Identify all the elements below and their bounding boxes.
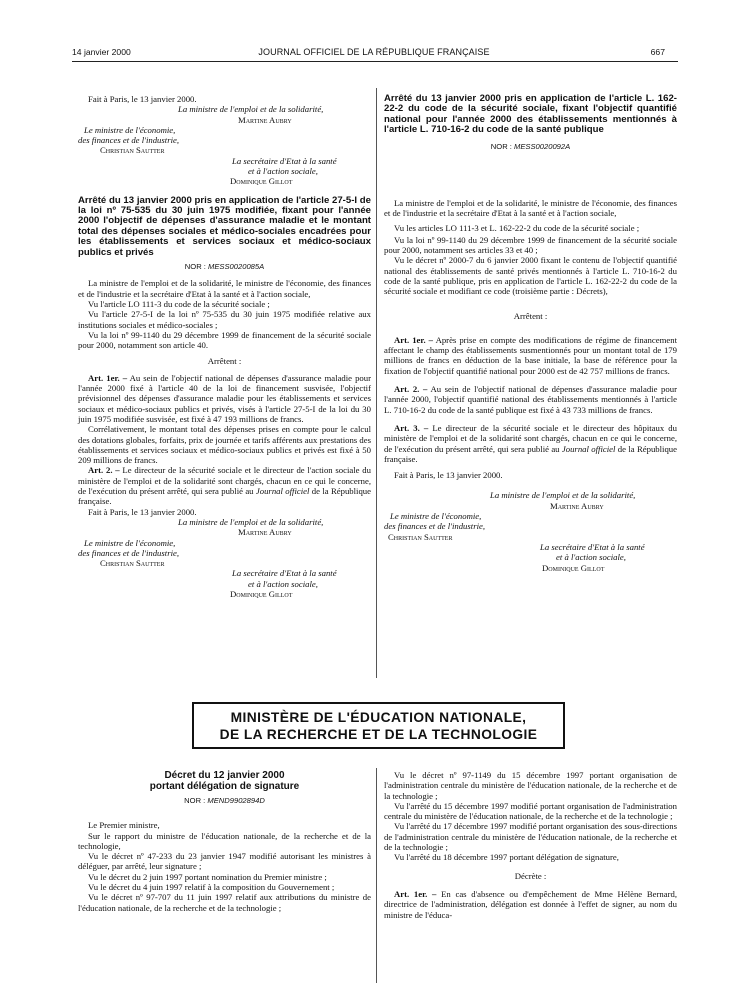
journal-ref: Journal officiel: [561, 443, 616, 454]
decrete-heading: Décrète :: [514, 870, 547, 881]
signatory-name: Dominique Gillot: [542, 562, 605, 573]
paragraph: Vu le décret nº 2000-7 du 6 janvier 2000 fixant le contenu de l'objectif quantifié national des établissements de santé privés mentionnés à l'article L. 710-16-2 du code de la santé publique, pris en application de l'article L. 162-22-2 du code de la sécurité sociale et modifiant ce code (troisième partie : Décrets),: [384, 255, 677, 297]
signatory-role: La ministre de l'emploi et de la solidarité,: [490, 490, 636, 501]
signatory-name: Martine Aubry: [238, 114, 292, 125]
article-label: Art. 2. –: [88, 465, 120, 476]
right-column: [384, 94, 677, 573]
article-text: Après prise en compte des modifications de régime de financement affectant le champ des établissements susmentionnés pour un montant total de 179 millions de francs en déduction de la base initiale, la base de référence pour la fixation de l'objectif quantifié national pour 2000 est de 42 757 millions de francs.: [384, 334, 677, 376]
signatory-role: La ministre de l'emploi et de la solidarité,: [178, 516, 324, 527]
signatory-role: des finances et de l'industrie,: [78, 547, 180, 558]
paragraph: Vu le décret nº 97-707 du 11 juin 1997 relatif aux attributions du ministre de l'éducation nationale, de la recherche et de la technologie ;: [78, 892, 371, 913]
signatory-role: et à l'action sociale,: [248, 166, 318, 177]
journal-title: JOURNAL OFFICIEL DE LA RÉPUBLIQUE FRANÇAISE: [258, 47, 490, 57]
signatory-name: Martine Aubry: [238, 527, 292, 538]
signatory-name: Martine Aubry: [550, 500, 604, 511]
banner-line: DE LA RECHERCHE ET DE LA TECHNOLOGIE: [219, 727, 538, 742]
nor-code: MESS0020085A: [208, 262, 265, 272]
decret-title: Décret du 12 janvier 2000: [164, 770, 285, 781]
arretent-heading: Arrêtent :: [207, 356, 242, 367]
ministry-banner: [192, 702, 565, 749]
article-1: [384, 335, 677, 376]
column-divider-bottom: [376, 768, 377, 983]
signatory-role: La ministre de l'emploi et de la solidarité,: [178, 104, 324, 115]
signatory-name: Christian Sautter: [100, 145, 165, 156]
signatory-name: Dominique Gillot: [230, 176, 293, 187]
article-2: [384, 384, 677, 415]
article-label: Art. 3. –: [394, 422, 429, 433]
article-text: Le directeur de la sécurité sociale et le directeur des hôpitaux du ministère de l'emploi et de la solidarité sont chargés, chacun en ce qui le concerne, de l'exécution du présent arrêté, qui sera publié au: [384, 422, 677, 454]
signatory-role: Le ministre de l'économie,: [390, 511, 482, 522]
nor-label: NOR :: [184, 796, 206, 805]
article-title: Arrêté du 13 janvier 2000 pris en application de l'article L. 162-22-2 du code de la sécurité sociale, fixant l'objectif quantifié national pour l'année 2000 des établissements mentionnés à l'article L. 710-16-2 du code de la santé publique: [384, 93, 677, 136]
decret-left-column: [78, 770, 371, 913]
paragraph: Le Premier ministre,: [88, 820, 160, 831]
decret-right-column: [384, 770, 677, 920]
paragraph: Vu l'arrêté du 15 décembre 1997 modifié portant organisation de l'administration centrale du ministère de l'éducation nationale, de la recherche et de la technologie ;: [384, 800, 677, 822]
header-rule: [72, 61, 678, 62]
paragraph: Vu les articles LO 111-3 et L. 162-22-2 du code de la sécurité sociale ;: [394, 222, 640, 233]
article-text: de la République française.: [384, 443, 678, 464]
page-number: 667: [650, 47, 665, 57]
paragraph: Vu l'arrêté du 18 décembre 1997 portant délégation de signature,: [394, 852, 619, 863]
signatory-role: et à l'action sociale,: [248, 578, 318, 589]
article-1: [384, 889, 677, 920]
article-label: Art. 1er. –: [88, 372, 128, 383]
nor-reference: [78, 262, 371, 272]
article-text: Au sein de l'objectif national de dépenses d'assurance maladie pour l'année 2000, l'objectif quantifié national des établissements mentionnés à l'article L. 710-16-2 du code de la santé publique est fixé à 43 733 millions de francs.: [384, 384, 677, 415]
nor-label: NOR :: [184, 262, 206, 272]
article-2: [78, 465, 371, 506]
paragraph: Vu le décret du 2 juin 1997 portant nomination du Premier ministre ;: [88, 871, 327, 882]
fait-line: Fait à Paris, le 13 janvier 2000.: [394, 470, 503, 481]
fait-line: Fait à Paris, le 13 janvier 2000.: [88, 94, 197, 104]
left-column: [78, 94, 371, 599]
article-text: de la République française.: [78, 486, 372, 507]
article-label: Art. 1er. –: [394, 334, 434, 345]
article-label: Art. 2. –: [394, 384, 428, 395]
paragraph: Corrélativement, le montant total des dépenses prises en compte pour le calcul des dotations globales, forfaits, prix de journée et tarifs afférents aux prestations des établissements et services sociaux et médico-sociaux publics et privés est fixé à 50 209 millions de francs.: [78, 424, 371, 466]
article-text: En cas d'absence ou d'empêchement de Mme Hélène Bernard, directrice de l'administration, délégation est donnée à l'effet de signer, au nom du ministre de l'éduca-: [384, 888, 678, 920]
column-divider-top: [376, 88, 377, 678]
paragraph: Vu le décret du 4 juin 1997 relatif à la composition du Gouvernement ;: [88, 882, 335, 893]
paragraph: La ministre de l'emploi et de la solidarité, le ministre de l'économie, des finances et de l'industrie et la secrétaire d'Etat à la santé et à l'action sociale,: [384, 197, 677, 219]
signatory-name: Dominique Gillot: [230, 589, 293, 600]
article-1: [78, 373, 371, 424]
nor-label: NOR :: [490, 141, 512, 151]
paragraph: Vu l'article LO 111-3 du code de la sécurité sociale ;: [88, 299, 270, 309]
signatory-role: et à l'action sociale,: [556, 552, 626, 563]
signatory-role: La secrétaire d'Etat à la santé: [540, 541, 645, 552]
paragraph: Vu l'article 27-5-I de la loi nº 75-535 du 30 juin 1975 modifiée relative aux institutions sociales et médico-sociales ;: [78, 309, 371, 330]
paragraph: La ministre de l'emploi et de la solidarité, le ministre de l'économie, des finances et de l'industrie et la secrétaire d'Etat à la santé et à l'action sociale,: [78, 278, 371, 299]
article-3: [384, 423, 677, 464]
signatory-name: Christian Sautter: [388, 531, 453, 542]
signatory-name: Christian Sautter: [100, 558, 165, 569]
signatory-role: La secrétaire d'Etat à la santé: [232, 568, 337, 579]
nor-code: MEND9902894D: [207, 796, 265, 805]
page-header: [0, 47, 748, 61]
decret-subtitle: portant délégation de signature: [149, 781, 300, 792]
header-date: 14 janvier 2000: [72, 47, 131, 57]
paragraph: Vu l'arrêté du 17 décembre 1997 modifié portant organisation des sous-directions de l'administration centrale du ministère de l'éducation nationale, de la recherche et de la technologie ;: [384, 821, 677, 853]
article-text: Le directeur de la sécurité sociale et le directeur de l'action sociale du ministère de l'emploi et de la solidarité sont chargés, chacun en ce qui le concerne, de l'exécution du présent arrêté, qui sera publié au: [78, 465, 371, 497]
article-label: Art. 1er. –: [394, 888, 437, 899]
paragraph: Sur le rapport du ministre de l'éducation nationale, de la recherche et de la technologie,: [78, 830, 371, 851]
signatory-role: des finances et de l'industrie,: [384, 521, 486, 532]
signatory-role: Le ministre de l'économie,: [84, 124, 176, 135]
paragraph: Vu le décret nº 47-233 du 23 janvier 1947 modifié autorisant les ministres à déléguer, par arrêté, leur signature ;: [78, 851, 371, 872]
signatory-role: La secrétaire d'Etat à la santé: [232, 155, 337, 166]
paragraph: Vu la loi nº 99-1140 du 29 décembre 1999 de financement de la sécurité sociale pour 2000, notamment ses articles 33 et 40 ;: [384, 234, 677, 256]
nor-reference: [78, 796, 371, 806]
banner-line: MINISTÈRE DE L'ÉDUCATION NATIONALE,: [230, 710, 527, 725]
signatory-role: des finances et de l'industrie,: [78, 135, 180, 146]
fait-line: Fait à Paris, le 13 janvier 2000.: [88, 506, 197, 517]
article-title: Arrêté du 13 janvier 2000 pris en application de l'article 27-5-I de la loi nº 75-535 du 30 juin 1975 modifiée, fixant pour l'année 2000 l'objectif de dépenses d'assurance maladie et le montant total des dépenses sociales et médico-sociales encadrées pour les établissements et services sociaux et médico-sociaux publics et privés: [78, 194, 371, 258]
nor-code: MESS0020092A: [514, 141, 571, 151]
journal-ref: Journal officiel: [255, 486, 310, 497]
arretent-heading: Arrêtent :: [513, 310, 548, 321]
signatory-role: Le ministre de l'économie,: [84, 537, 176, 548]
paragraph: Vu le décret nº 97-1149 du 15 décembre 1997 portant organisation de l'administration centrale du ministère de l'éducation nationale, de la recherche et de la technologie ;: [384, 770, 677, 801]
article-text: Au sein de l'objectif national de dépenses d'assurance maladie pour l'année 2000 fixé à l'article 40 de la loi de financement susvisée, l'objectif prévisionnel des dépenses d'assurance maladie pour les établissements et services sociaux et médico-sociaux publics et privés, visés à l'article 27-5-I de la loi du 30 juin 1975 modifiée susvisée, est fixé à 47 193 millions de francs.: [78, 372, 372, 424]
nor-reference: [384, 142, 677, 152]
paragraph: Vu la loi nº 99-1140 du 29 décembre 1999 de financement de la sécurité sociale pour 2000, notamment son article 40.: [78, 329, 371, 351]
